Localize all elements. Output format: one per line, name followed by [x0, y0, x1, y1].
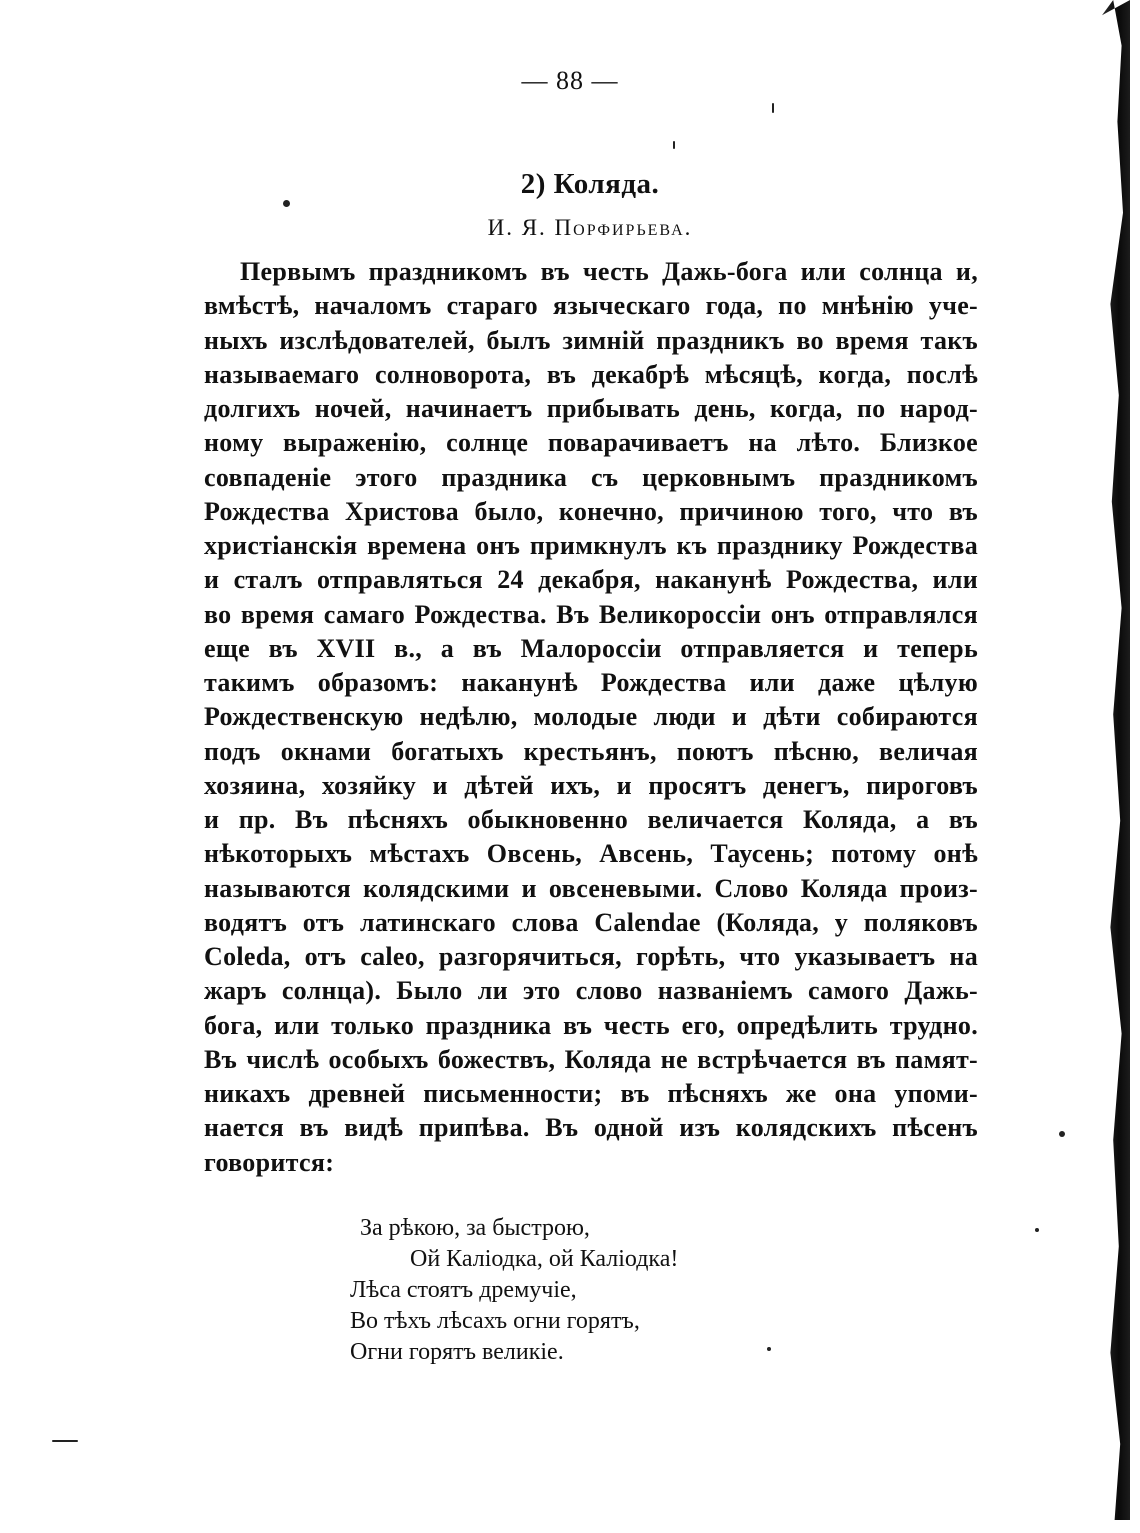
- paragraph-line: Coleda, отъ caleo, разгорячиться, горѣть, что указываетъ на: [204, 942, 978, 971]
- chapter-title: 2) Коляда.: [520, 168, 660, 200]
- paragraph-line: называются колядскими и овсеневыми. Слово Коляда произ-: [204, 873, 978, 903]
- paragraph-line: жаръ солнца). Было ли это слово названіемъ самого Дажь-: [204, 976, 978, 1006]
- paragraph-line: Первымъ праздникомъ въ честь Дажь-бога или солнца и,: [240, 257, 978, 286]
- paragraph-line: говорится:: [204, 1147, 335, 1177]
- paragraph-line: Рождества Христова было, конечно, причиною того, что въ: [204, 496, 978, 526]
- paragraph-line: ному выраженію, солнце поварачиваетъ на лѣто. Близкое: [204, 428, 978, 458]
- scan-speck: [1035, 1228, 1039, 1232]
- paragraph-line: долгихъ ночей, начинаетъ прибывать день, когда, по народ-: [204, 394, 978, 423]
- paragraph-line: вмѣстѣ, началомъ стараго языческаго года, по мнѣнію уче-: [204, 291, 978, 321]
- scan-speck: [1059, 1131, 1065, 1137]
- paragraph-line: еще въ XVII в., а въ Малороссіи отправляется и теперь: [204, 633, 978, 663]
- song-verse: [340, 1213, 840, 1368]
- main-paragraph: [204, 255, 978, 1180]
- paragraph-line: Рождественскую недѣлю, молодые люди и дѣти собираются: [204, 702, 978, 732]
- scan-speck: [52, 1440, 78, 1442]
- paragraph-line: называемаго солноворота, въ декабрѣ мѣсяцѣ, когда, послѣ: [204, 359, 978, 389]
- scan-speck: [673, 141, 675, 149]
- author-name: И. Я. Порфирьева.: [487, 215, 693, 240]
- verse-line: Во тѣхъ лѣсахъ огни горятъ,: [350, 1308, 640, 1334]
- paragraph-line: нается въ видѣ припѣва. Въ одной изъ колядскихъ пѣсенъ: [204, 1113, 978, 1143]
- verse-line: Огни горятъ великіе.: [350, 1339, 564, 1365]
- paragraph-line: водятъ отъ латинскаго слова Calendae (Коляда, у поляковъ: [204, 907, 978, 937]
- paragraph-line: и сталъ отправляться 24 декабря, наканунѣ Рождества, или: [204, 565, 978, 595]
- paragraph-line: нѣкоторыхъ мѣстахъ Овсень, Авсень, Таусень; потому онѣ: [204, 839, 978, 869]
- page-number: — 88 —: [521, 66, 619, 95]
- scan-speck: [772, 103, 774, 113]
- scan-speck: [283, 200, 290, 207]
- verse-line: Ой Каліодка, ой Каліодка!: [410, 1246, 679, 1272]
- paragraph-line: ныхъ изслѣдователей, былъ зимній праздникъ во время такъ: [204, 325, 978, 355]
- scan-speck: [767, 1347, 771, 1351]
- paragraph-line: подъ окнами богатыхъ крестьянъ, поютъ пѣсню, величая: [204, 736, 978, 766]
- verse-line: Лѣса стоятъ дремучіе,: [350, 1277, 577, 1303]
- paragraph-line: хозяина, хозяйку и дѣтей ихъ, и просятъ денегъ, пироговъ: [204, 770, 978, 800]
- paragraph-line: совпаденіе этого праздника съ церковнымъ праздникомъ: [204, 462, 978, 492]
- paragraph-line: никахъ древней письменности; въ пѣсняхъ же она упоми-: [204, 1079, 978, 1108]
- paragraph-line: христіанскія времена онъ примкнулъ къ празднику Рождества: [204, 531, 978, 560]
- paragraph-line: такимъ образомъ: наканунѣ Рождества или даже цѣлую: [204, 668, 978, 697]
- paragraph-line: и пр. Въ пѣсняхъ обыкновенно величается Коляда, а въ: [204, 805, 978, 834]
- paragraph-line: бога, или только праздника въ честь его, опредѣлить трудно.: [204, 1010, 978, 1040]
- paragraph-line: Въ числѣ особыхъ божествъ, Коляда не встрѣчается въ памят-: [204, 1044, 978, 1074]
- paragraph-line: во время самаго Рождества. Въ Великороссіи онъ отправлялся: [204, 599, 978, 629]
- verse-line: За рѣкою, за быстрою,: [360, 1215, 590, 1241]
